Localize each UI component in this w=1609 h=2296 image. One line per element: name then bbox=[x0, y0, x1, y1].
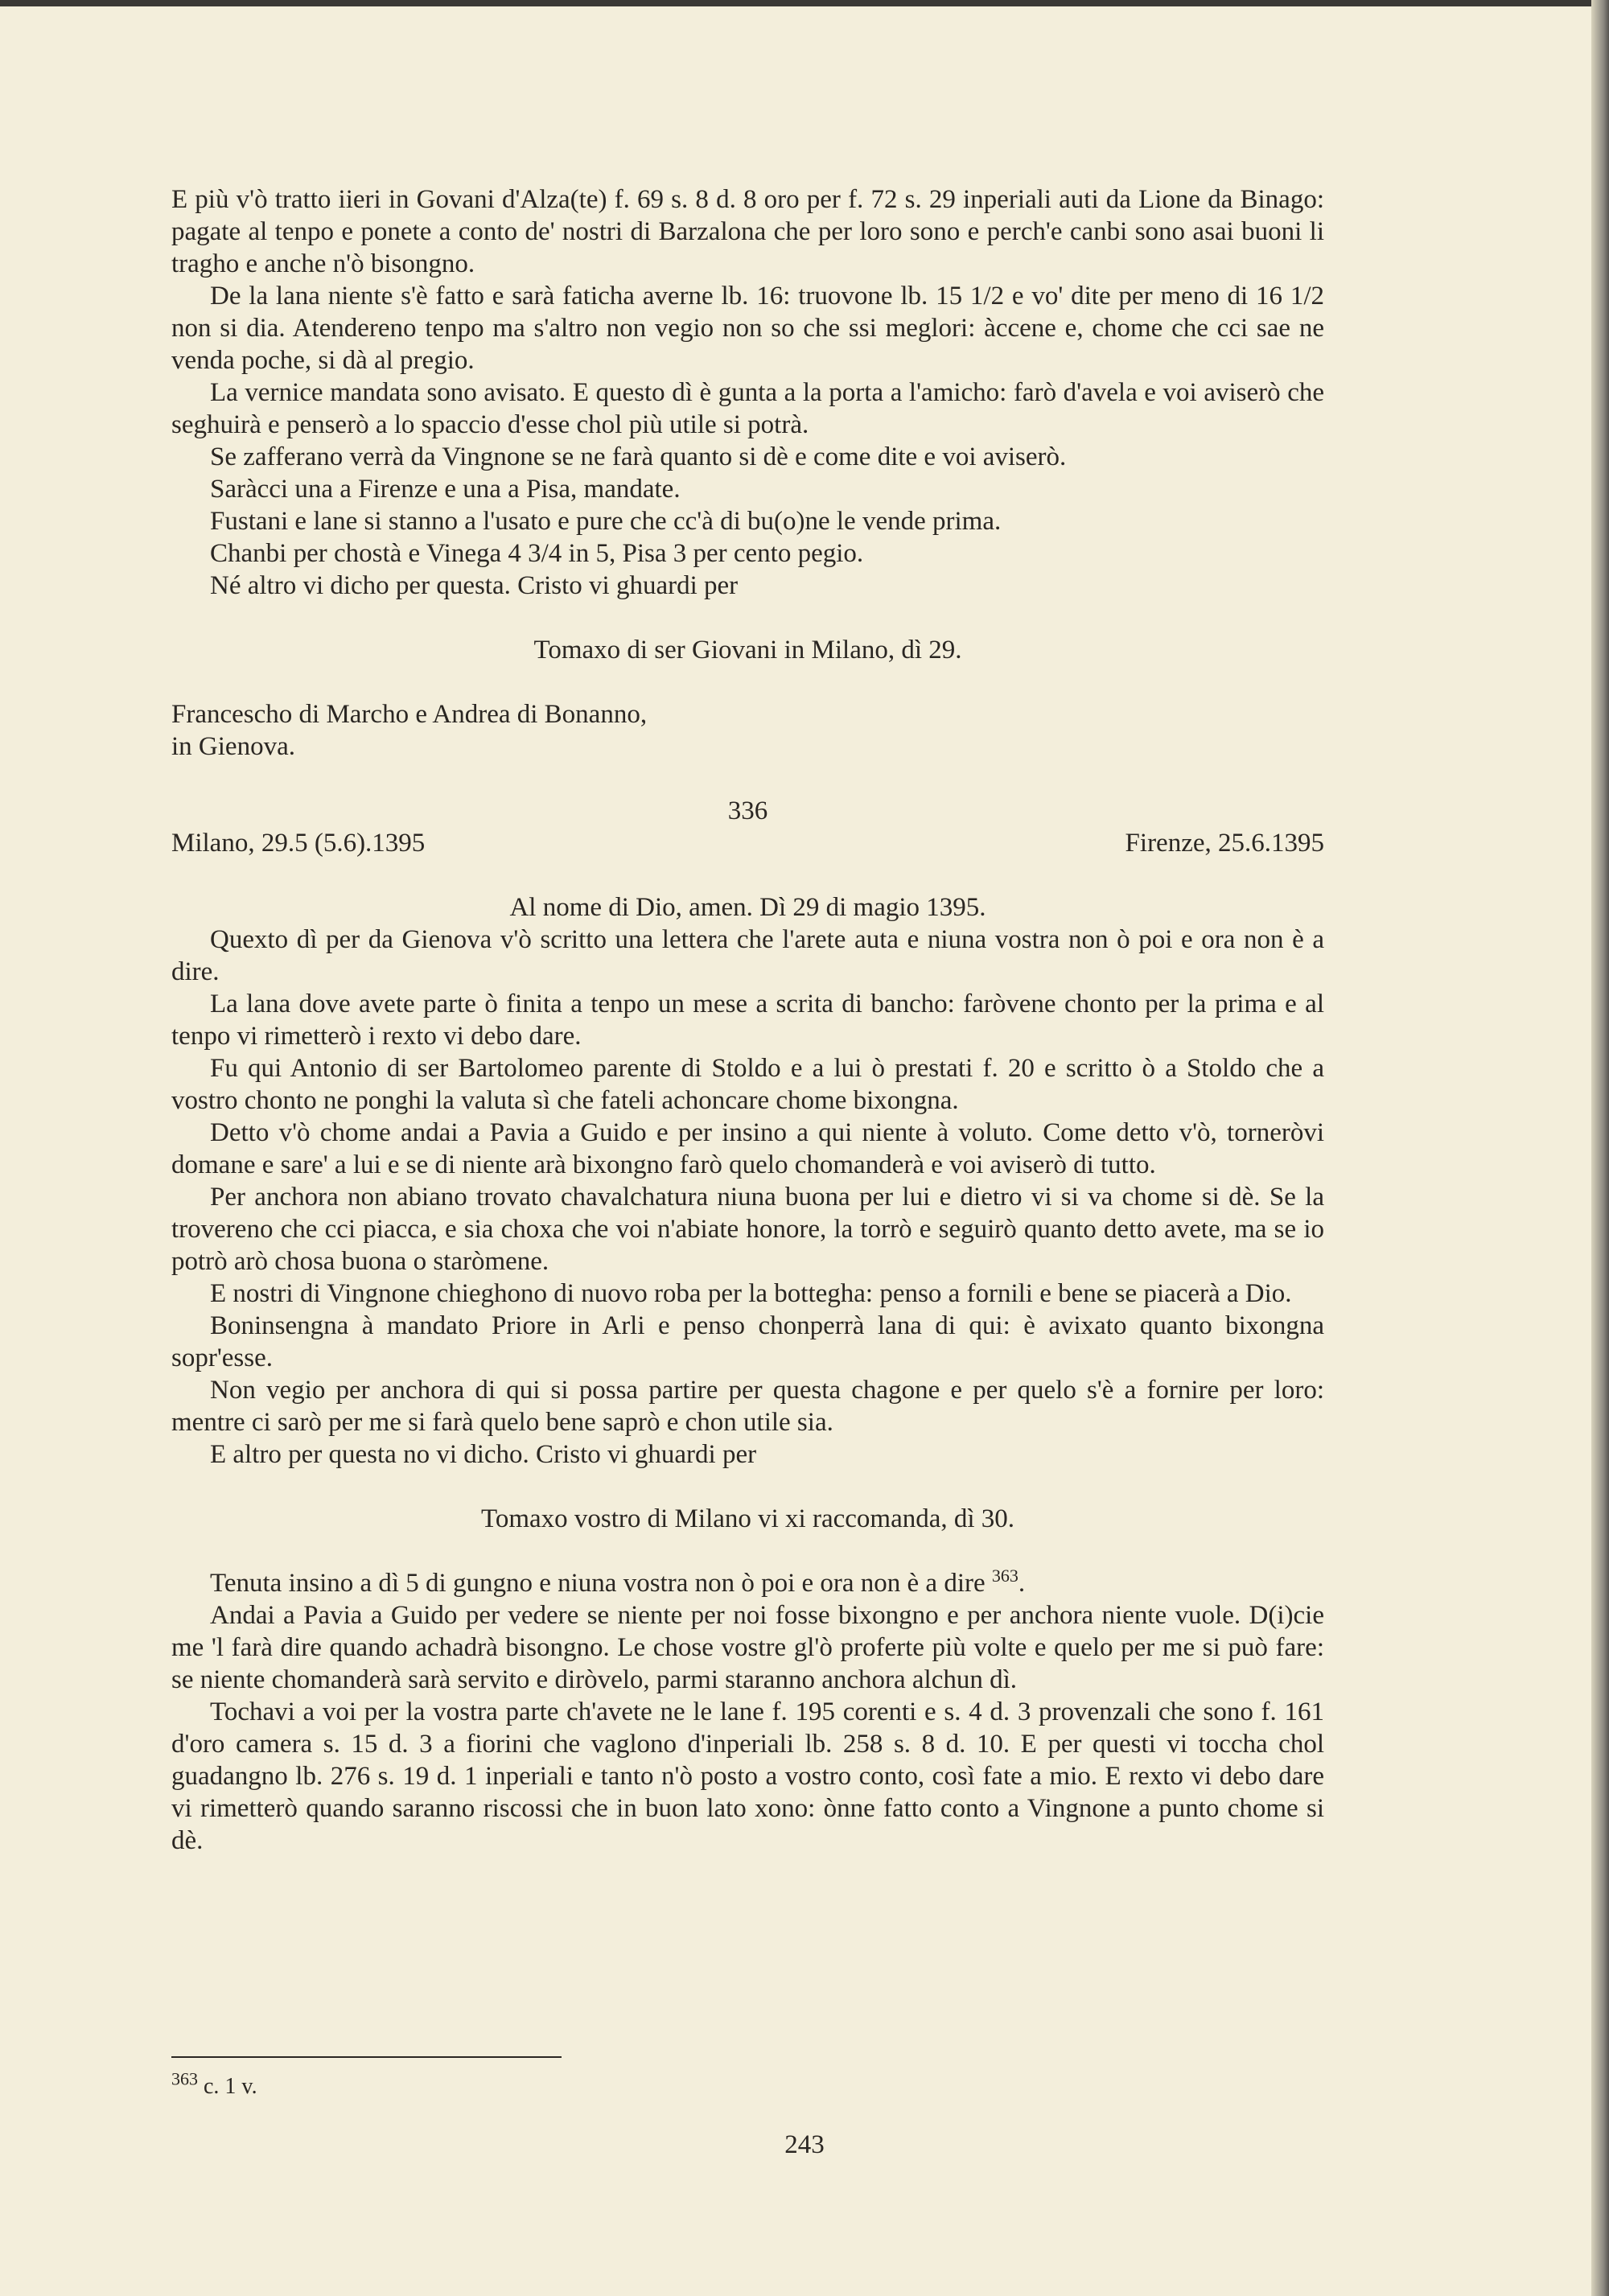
footnote-rule bbox=[171, 2056, 562, 2058]
letter-header bbox=[171, 827, 1324, 859]
paragraph: E nostri di Vingnone chieghono di nuovo roba per la bottegha: penso a fornili e bene se piacerà a Dio. bbox=[210, 1279, 1292, 1308]
page-body bbox=[171, 183, 1324, 1857]
paragraph: Per anchora non abiano trovato chavalchatura niuna buona per lui e dietro vi si va chome si dè. Se la trovereno che cci piacca, e sia choxa che voi n'abiate honore, la torrò e seguirò quanto detto avete, ma se io potrò arò chosa buona o staròmene. bbox=[171, 1183, 1324, 1276]
paragraph: De la lana niente s'è fatto e sarà faticha averne lb. 16: truovone lb. 15 1/2 e vo' dite per meno di 16 1/2 non si dia. Atendereno tenpo ma s'altro non vegio non so che ssi meglori: àccene e, chome che cci sae ne venda poche, si dà al pregio. bbox=[171, 282, 1324, 375]
paragraph: Detto v'ò chome andai a Pavia a Guido e per insino a qui niente à voluto. Come detto v'ò, torneròvi domane e sare' a lui e se di niente arà bixongno farò quelo chomanderà e voi aviserò di tutto. bbox=[171, 1118, 1324, 1179]
address-line: Francescho di Marcho e Andrea di Bonanno, bbox=[171, 700, 648, 729]
paragraph: Saràcci una a Firenze e una a Pisa, mandate. bbox=[210, 475, 681, 504]
invocation: Al nome di Dio, amen. Dì 29 di magio 1395. bbox=[509, 893, 986, 922]
footnote bbox=[171, 2068, 257, 2101]
paragraph: La vernice mandata sono avisato. E questo dì è gunta a la porta a l'amicho: farò d'avela e voi aviserò che seghuirà e penserò a lo spaccio d'esse chol più utile si potrà. bbox=[171, 378, 1324, 439]
scan-right-edge bbox=[1591, 0, 1609, 2296]
paragraph: Né altro vi dicho per questa. Cristo vi ghuardi per bbox=[210, 571, 739, 600]
address-line: in Gienova. bbox=[171, 732, 295, 761]
paragraph: Non vegio per anchora di qui si possa partire per questa chagone e per quelo s'è a fornire per loro: mentre ci sarò per me si farà quelo bene saprò e chon utile sia. bbox=[171, 1376, 1324, 1437]
paragraph: E altro per questa no vi dicho. Cristo vi ghuardi per bbox=[210, 1440, 757, 1469]
page-number: 243 bbox=[784, 2130, 825, 2159]
signature: Tomaxo vostro di Milano vi xi raccomanda, dì 30. bbox=[480, 1504, 1015, 1533]
paragraph: La lana dove avete parte ò finita a tenpo un mese a scrita di bancho: faròvene chonto per la prima e al tenpo vi rimetterò i rexto vi debo dare. bbox=[171, 990, 1324, 1051]
paragraph: Boninsengna à mandato Priore in Arli e penso chonperrà lana di qui: è avixato quanto bixongna sopr'esse. bbox=[171, 1311, 1324, 1372]
postscript-paragraph: Andai a Pavia a Guido per vedere se niente per noi fosse bixongno e per anchora niente vuole. D(i)cie me 'l farà dire quando achadrà bisongno. Le chose vostre gl'ò proferte più volte e quelo per me si può fare: se niente chomanderà sarà servito e diròvelo, parmi staranno anchora alchun dì. bbox=[171, 1601, 1324, 1694]
footnote-text: c. 1 v. bbox=[204, 2074, 257, 2099]
letter-number: 336 bbox=[727, 796, 768, 825]
footnote-marker: 363 bbox=[171, 2068, 198, 2089]
letter-destination: Firenze, 25.6.1395 bbox=[1125, 829, 1324, 858]
paragraph: Fu qui Antonio di ser Bartolomeo parente di Stoldo e a lui ò prestati f. 20 e scritto ò a Stoldo che a vostro chonto ne ponghi la valuta sì che fateli achoncare chome bixongna. bbox=[171, 1054, 1324, 1115]
postscript-paragraph: Tenuta insino a dì 5 di gungno e niuna vostra non ò poi e ora non è a dire $^{363}$. bbox=[210, 1566, 1026, 1598]
footnote-reference: 363 bbox=[991, 1566, 1018, 1586]
paragraph: Se zafferano verrà da Vingnone se ne farà quanto si dè e come dite e voi aviserò. bbox=[210, 442, 1067, 471]
paragraph: Fustani e lane si stanno a l'usato e pure che cc'à di bu(o)ne le vende prima. bbox=[210, 507, 1002, 536]
paragraph: E più v'ò tratto iieri in Govani d'Alza(te) f. 69 s. 8 d. 8 oro per f. 72 s. 29 inperiali auti da Lione da Binago: pagate al tenpo e ponete a conto de' nostri di Barzalona che per loro sono e perch'e canbi sono asai buoni li tragho e anche n'ò bisongno. bbox=[171, 185, 1324, 278]
scan-top-edge bbox=[0, 0, 1609, 6]
postscript-paragraph: Tochavi a voi per la vostra parte ch'avete ne le lane f. 195 corenti e s. 4 d. 3 provenzali che sono f. 161 d'oro camera s. 15 d. 3 a fiorini che vaglono d'inperiali lb. 258 s. 8 d. 10. E per questi vi toccha chol guadangno lb. 276 s. 19 d. 1 inperiali e tanto n'ò posto a vostro conto, così fate a mio. E rexto vi debo dare vi rimetterò quando saranno riscossi che in buon lato xono: ònne fatto conto a Vingnone a punto chome si dè. bbox=[171, 1697, 1324, 1855]
paragraph: Quexto dì per da Gienova v'ò scritto una lettera che l'arete auta e niuna vostra non ò poi e ora non è a dire. bbox=[171, 925, 1324, 986]
paragraph: Chanbi per chostà e Vinega 4 3/4 in 5, Pisa 3 per cento pegio. bbox=[210, 539, 864, 568]
letter-origin: Milano, 29.5 (5.6).1395 bbox=[171, 829, 426, 858]
signature: Tomaxo di ser Giovani in Milano, dì 29. bbox=[533, 636, 962, 665]
